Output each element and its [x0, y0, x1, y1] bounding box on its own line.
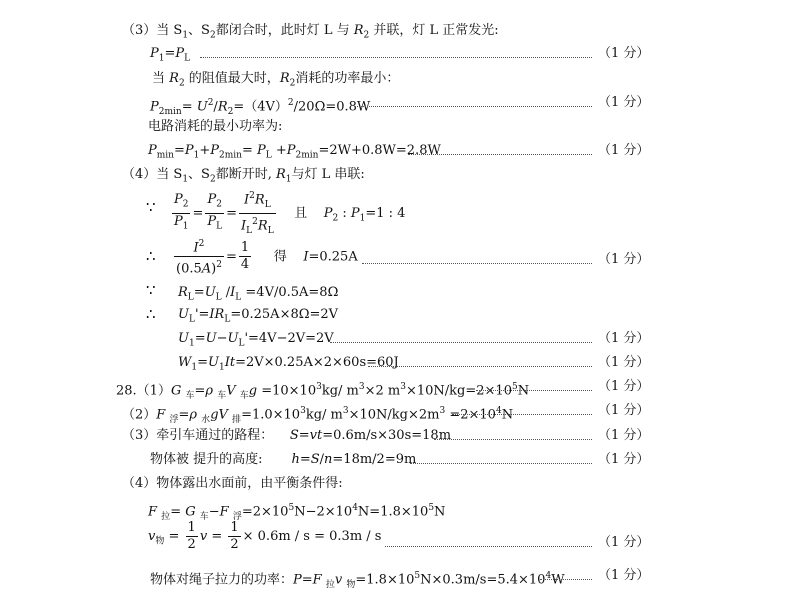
because-symbol: ∵: [146, 198, 156, 216]
q28-part2: （2）F $_浮$=ρ $_水$gV $_排=1.0\times 10^3kg/$ $m^3\times 10N/kg\times 2m^3 =2\times 10^4N$: [122, 406, 514, 425]
eq-pmin: $P_{min}=P_1+P_{2min}= P_L +P_{2min}=2W+0.8W=2.8W$: [148, 143, 441, 161]
score-label: （1 分）: [598, 143, 650, 158]
eq-rl: $R_L=U_L$ $/I_L =4V/0.5A=8\Omega$: [178, 285, 339, 303]
eq-tension: F $_拉$= G $_车$−F $_浮=2\times 10^5N-2\times 10^4N=1.8\times 10^5N$: [148, 503, 446, 522]
leader-dots: [408, 153, 592, 155]
eq-rope-power: 物体对绳子拉力的功率：P=F $_拉$v $_物=1.8\times 10^5N\times 0.3m/s=5.4\times 10^4W$: [150, 571, 565, 590]
score-label: （1 分）: [598, 535, 650, 550]
score-label: （1 分）: [598, 403, 650, 418]
q28-part3-distance: （3）牵引车通过的路程： S=vt=0.6m/s×30s=18m: [122, 428, 452, 443]
leader-dots: [362, 262, 592, 264]
line-min-power-label: 电路消耗的最小功率为:: [148, 119, 283, 134]
line-4-heading: （4）当 $S_1$、$S_2$都断开时, $R_1$与灯 L 串联:: [122, 167, 365, 185]
eq-p1-equals-pl: $P_1=P_L$: [150, 46, 191, 64]
q28-part4-heading: （4）物体露出水面前，由平衡条件得:: [122, 476, 343, 491]
leader-dots: [452, 413, 592, 415]
score-label: （1 分）: [598, 379, 650, 394]
leader-dots: [200, 56, 592, 58]
leader-dots: [540, 578, 592, 580]
line-r2-max: 当 $R_2$ 的阻值最大时，$R_2$消耗的功率最小：: [152, 71, 400, 89]
eq-object-speed: $v_物$ = $\frac{1}{2}$ v = $\frac{1}{2}$ × 0.6m / s = 0.3m / s: [148, 520, 382, 552]
eq-u1: $U_1=U-U_L'=4V-2V=2V$: [178, 331, 334, 349]
therefore-symbol: ∴: [146, 247, 156, 265]
line-3-heading: （3）当 $S_1$、$S_2$都闭合时，此时灯 L 与 $R_2$ 并联，灯 L 正常发光:: [122, 23, 499, 41]
q28-part3-height: 物体被 提升的高度: h=S/n=18m/2=9m: [150, 452, 417, 467]
score-label: （1 分）: [598, 568, 650, 583]
eq-w1: $W_1=U_1It=2V\times 0.25A\times 2\times 60s=60J$: [178, 355, 399, 373]
score-label: （1 分）: [598, 355, 650, 370]
eq-p2min: $P_{2min}= U^2/R_2=(4V)^2/20\Omega=0.8W$: [150, 98, 371, 117]
because-symbol: ∵: [146, 281, 156, 299]
leader-dots: [476, 389, 592, 391]
score-label: （1 分）: [598, 95, 650, 110]
score-label: （1 分）: [598, 252, 650, 267]
score-label: （1 分）: [598, 331, 650, 346]
q28-part1: 28.（1）G $_车$=ρ $_车$V $_车g =10\times 10^3kg/$ $m^3\times 2$ $m^3\times 10N/kg=2\times 10^5N$: [116, 382, 530, 401]
eq-power-ratio: $\frac{P_2}{P_1}$ = $\frac{P_2}{P_L}$ = $\frac{I^2R_L}{I_L^2R_L}$ 且 $P_2$ : $P_1=1$ : 4: [170, 188, 405, 239]
leader-dots: [410, 462, 592, 464]
score-label: （1 分）: [598, 46, 650, 61]
eq-current-solve: $\frac{I^2}{(0.5A)^2}$ = $\frac{1}{4}$ 得 I=0.25A: [172, 236, 358, 278]
score-label: （1 分）: [598, 452, 650, 467]
eq-ul-prime: $U_L'=IR_L=0.25A\times 8\Omega=2V$: [178, 307, 339, 325]
leader-dots: [368, 365, 592, 367]
score-label: （1 分）: [598, 428, 650, 443]
therefore-symbol: ∴: [146, 305, 156, 323]
leader-dots: [434, 438, 592, 440]
leader-dots: [330, 341, 592, 343]
leader-dots: [355, 105, 592, 107]
leader-dots: [385, 545, 592, 547]
